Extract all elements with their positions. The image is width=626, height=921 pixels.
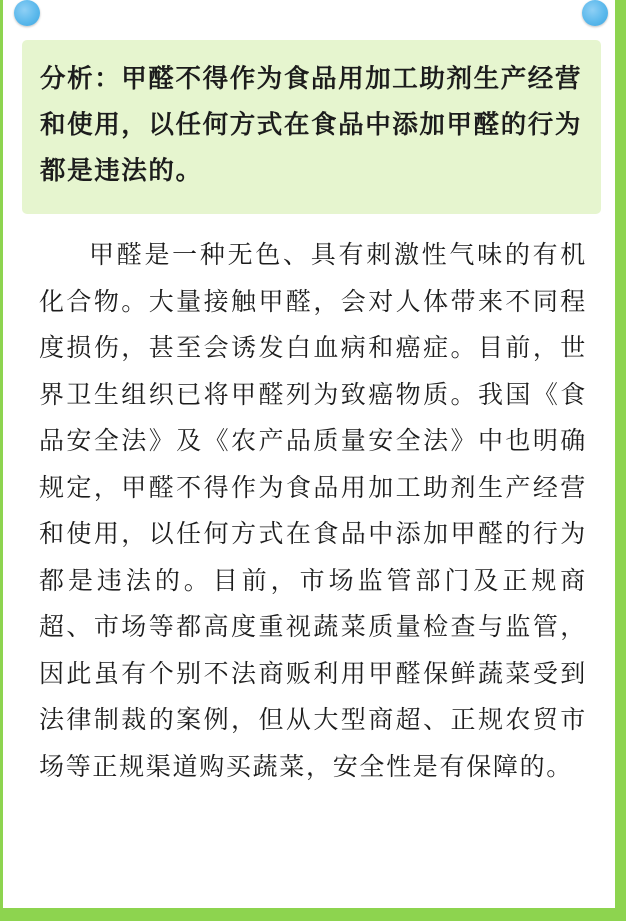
article-paragraph: 甲醛是一种无色、具有刺激性气味的有机化合物。大量接触甲醛，会对人体带来不同程度损伤，甚至会诱发白血病和癌症。目前，世界卫生组织已将甲醛列为致癌物质。我国《食品安全法》及《农产品质量安全法》中也明确规定，甲醛不得作为食品用加工助剂生产经营和使用，以任何方式在食品中添加甲醛的行为都是违法的。目前，市场监管部门及正规商超、市场等都高度重视蔬菜质量检查与监管，因此虽有个别不法商贩利用甲醛保鲜蔬菜受到法律制裁的案例，但从大型商超、正规农贸市场等正规渠道购买蔬菜，安全性是有保障的。 [39,240,587,781]
analysis-callout [22,40,601,214]
analysis-text: 分析：甲醛不得作为食品用加工助剂生产经营和使用，以任何方式在食品中添加甲醛的行为都是违法的。 [40,64,583,186]
pushpin-icon [582,0,608,26]
paper-card [3,0,615,908]
bottom-border [0,908,626,921]
pushpin-icon [14,0,40,26]
